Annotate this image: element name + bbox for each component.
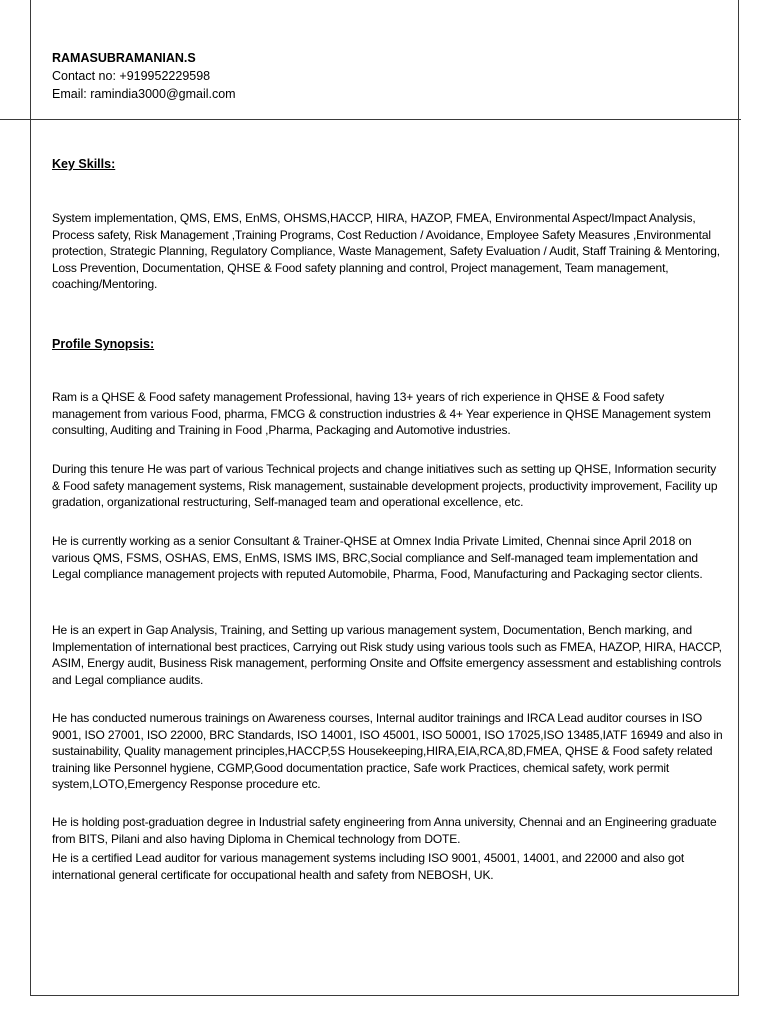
synopsis-paragraph-7: He is a certified Lead auditor for various management systems including ISO 9001, 45001, 14001, and 22000 and also got international general certificate for occupational health and safety from NEBOSH, UK.	[52, 851, 685, 882]
page-border-right	[738, 0, 739, 996]
synopsis-paragraph-2: During this tenure He was part of various Technical projects and change initiatives such as setting up QHSE, Information security & Food safety management systems, Risk management, sustainable development projects, productivity improvement, Facility up gradation, organizational restructuring, Self-managed team and operational excellence, etc.	[52, 462, 718, 509]
key-skills-heading: Key Skills:	[52, 157, 116, 171]
contact-header	[52, 49, 712, 103]
synopsis-paragraph-3: He is currently working as a senior Consultant & Trainer-QHSE at Omnex India Private Limited, Chennai since April 2018 on various QMS, FSMS, OSHAS, EMS, EnMS, ISMS IMS, BRC,Social compliance and Self-managed team implementation and Legal compliance management projects with reputed Automobile, Pharma, Food, Manufacturing and Packaging sector clients.	[52, 534, 703, 581]
page-border-left	[30, 0, 31, 996]
synopsis-paragraph-4: He is an expert in Gap Analysis, Training, and Setting up various management system, Documentation, Bench marking, and Implementation of international best practices, Carrying out Risk study using various tools such as FMEA, HAZOP, HIRA, HACCP, ASIM, Energy audit, Business Risk management, performing Onsite and Offsite emergency assessment and establishing controls and Legal compliance audits.	[52, 623, 722, 687]
key-skills-text: System implementation, QMS, EMS, EnMS, OHSMS,HACCP, HIRA, HAZOP, FMEA, Environmental Aspect/Impact Analysis, Process safety, Risk Management ,Training Programs, Cost Reduction / Avoidance, Employee Safety Measures ,Environmental protection, Strategic Planning, Regulatory Compliance, Waste Management, Safety Evaluation / Audit, Staff Training & Mentoring, Loss Prevention, Documentation, QHSE & Food safety planning and control, Project management, Team management, coaching/Mentoring.	[52, 211, 720, 291]
synopsis-paragraph-5: He has conducted numerous trainings on Awareness courses, Internal auditor trainings and IRCA Lead auditor courses in ISO 9001, ISO 27001, ISO 22000, BRC Standards, ISO 14001, ISO 45001, ISO 50001, ISO 17025,ISO 13485,IATF 16949 and also in sustainability, Quality management principles,HACCP,5S Housekeeping,HIRA,EIA,RCA,8D,FMEA, QHSE & Food safety related training like Personnel hygiene, CGMP,Good documentation practice, Safe work Practices, chemical safety, work permit system,LOTO,Emergency Response procedure etc.	[52, 711, 723, 791]
synopsis-paragraph-6: He is holding post-graduation degree in Industrial safety engineering from Anna university, Chennai and an Engineering graduate from BITS, Pilani and also having Diploma in Chemical technology from DOTE.	[52, 815, 717, 846]
profile-synopsis-heading: Profile Synopsis:	[52, 337, 155, 351]
email-address: Email: ramindia3000@gmail.com	[52, 87, 236, 101]
header-divider	[0, 119, 741, 120]
candidate-name: RAMASUBRAMANIAN.S	[52, 51, 196, 65]
synopsis-paragraph-1: Ram is a QHSE & Food safety management Professional, having 13+ years of rich experience in QHSE & Food safety management from various Food, pharma, FMCG & construction industries & 4+ Year experience in QHSE Management system consulting, Auditing and Training in Food ,Pharma, Packaging and Automotive industries.	[52, 390, 711, 437]
page-border-bottom	[30, 995, 739, 996]
contact-number: Contact no: +919952229598	[52, 69, 211, 83]
